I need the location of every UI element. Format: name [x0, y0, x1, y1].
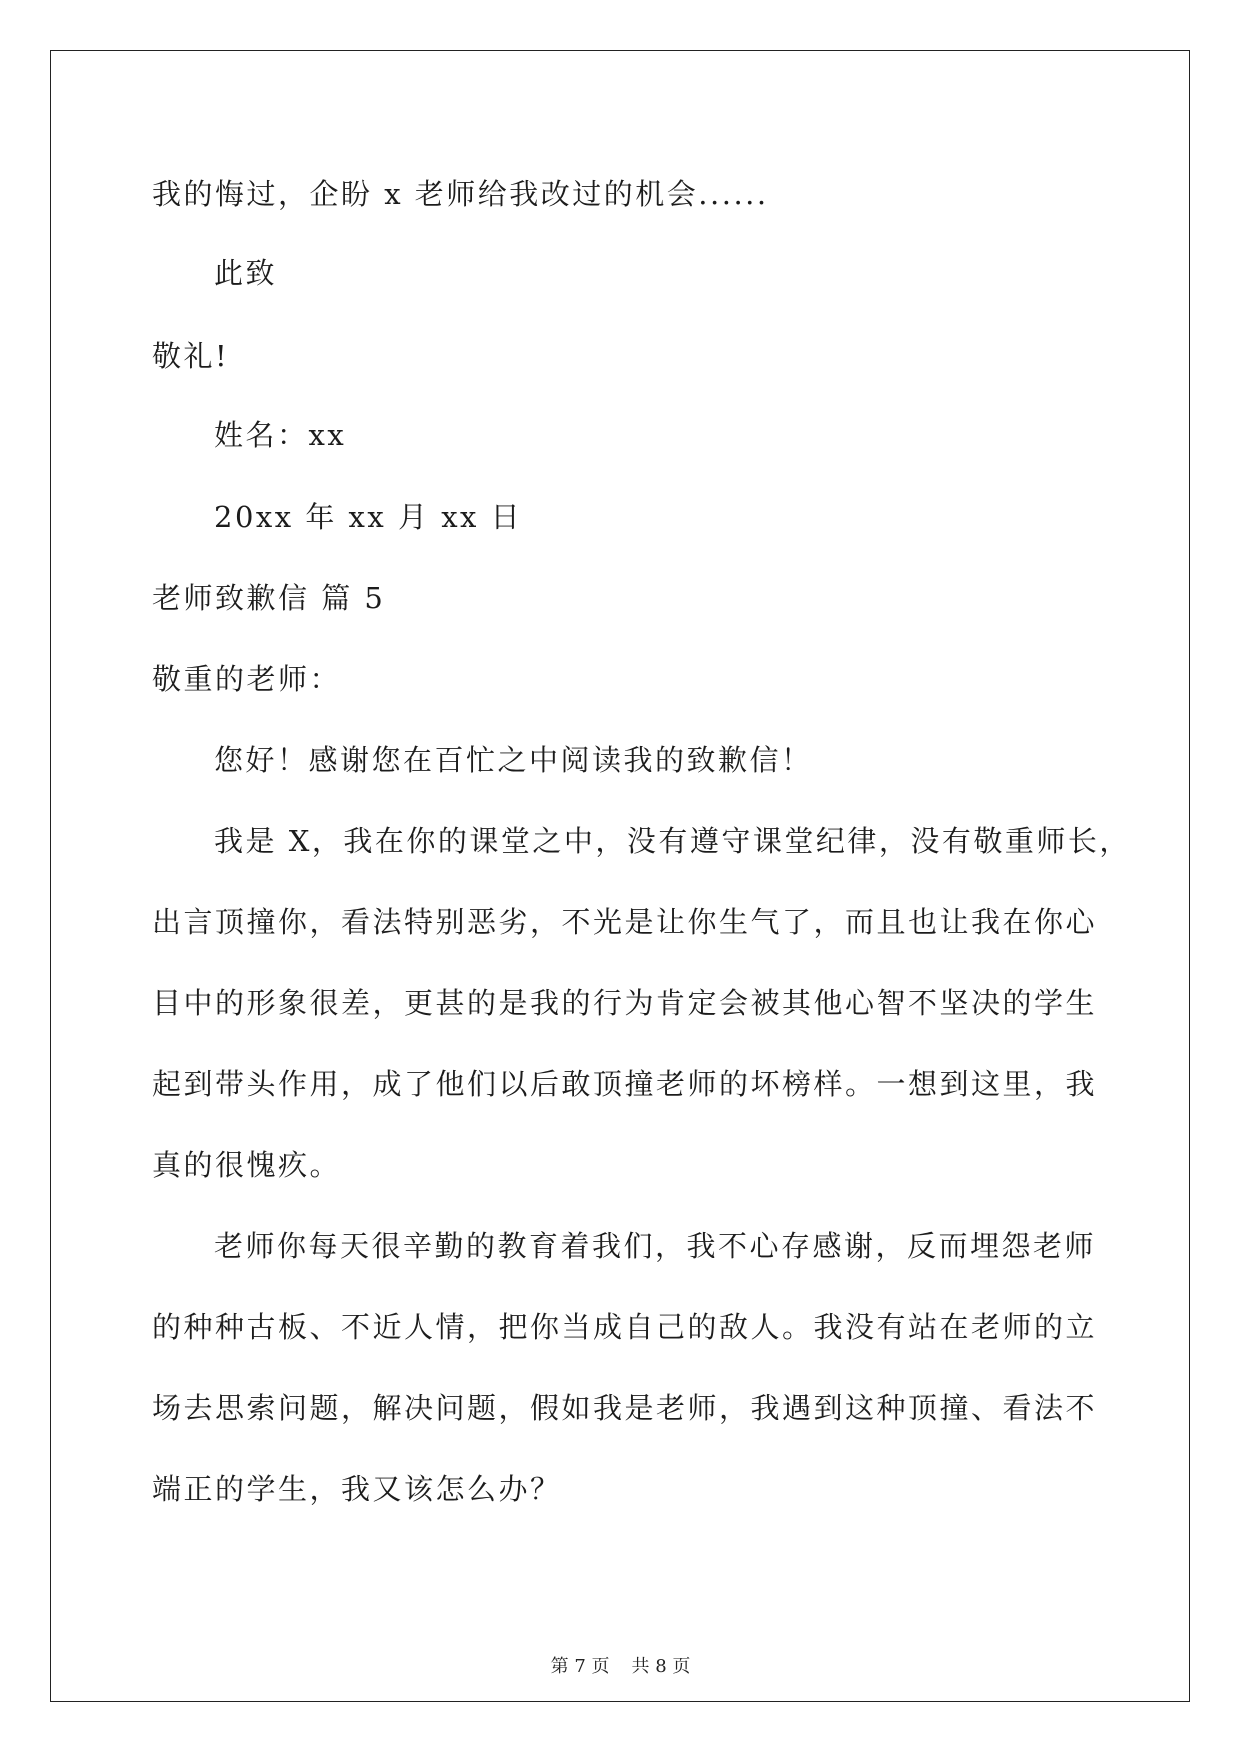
- paragraph-line: 老师你每天很辛勤的教育着我们，我不心存感谢，反而埋怨老师: [214, 1229, 1097, 1263]
- signature-date: 20xx 年 xx 月 xx 日: [214, 500, 523, 534]
- paragraph-line: 真的很愧疚。: [152, 1148, 342, 1182]
- paragraph-line: 起到带头作用，成了他们以后敢顶撞老师的坏榜样。一想到这里，我: [152, 1067, 1098, 1101]
- paragraph-line: 目中的形象很差，更甚的是我的行为肯定会被其他心智不坚决的学生: [152, 986, 1098, 1020]
- closing-salutation: 此致: [214, 256, 278, 290]
- paragraph-line: 场去思索问题，解决问题，假如我是老师，我遇到这种顶撞、看法不: [152, 1391, 1098, 1425]
- closing-regards: 敬礼!: [152, 339, 230, 373]
- paragraph-line: 的种种古板、不近人情，把你当成自己的敌人。我没有站在老师的立: [152, 1310, 1098, 1344]
- page-number: 第 7 页: [550, 1656, 610, 1677]
- paragraph-line: 我是 X，我在你的课堂之中，没有遵守课堂纪律，没有敬重师长，: [214, 824, 1131, 858]
- letter-greeting: 敬重的老师：: [152, 662, 342, 696]
- page-footer: [0, 1655, 1241, 1679]
- signature-name: 姓名：xx: [214, 418, 347, 452]
- paragraph-line: 端正的学生，我又该怎么办？: [152, 1472, 562, 1506]
- page-border: [50, 50, 1190, 1702]
- page-total: 共 8 页: [631, 1656, 691, 1677]
- text-line-1: 我的悔过，企盼 x 老师给我改过的机会......: [152, 177, 769, 211]
- paragraph-line: 您好！感谢您在百忙之中阅读我的致歉信！: [214, 743, 813, 777]
- section-heading: 老师致歉信 篇 5: [152, 581, 386, 615]
- paragraph-line: 出言顶撞你，看法特别恶劣，不光是让你生气了，而且也让我在你心: [152, 905, 1098, 939]
